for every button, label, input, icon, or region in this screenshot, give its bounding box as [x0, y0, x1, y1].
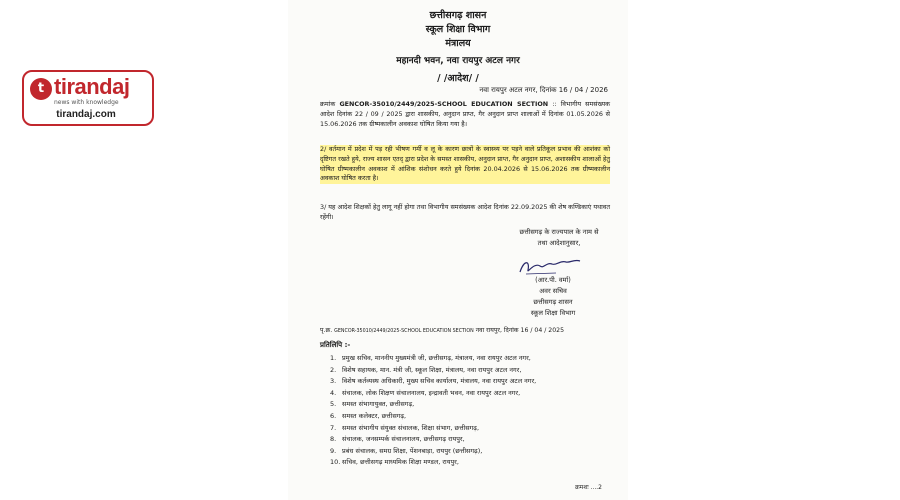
copy-item: 1. प्रमुख सचिव, माननीय मुख्यमंत्री जी, छत्तीसगढ़, मंत्रालय, नवा रायपुर अटल नगर,: [330, 354, 531, 362]
endorsement-reference: [320, 325, 620, 334]
order-document: [288, 0, 628, 500]
copy-item: 6. समस्त कलेक्टर, छत्तीसगढ़,: [330, 411, 407, 420]
copy-item: 10. सचिव, छत्तीसगढ़ माध्यमिक शिक्षा मण्डल, रायपुर,: [330, 458, 459, 467]
continued-marker: क्रमशः ....2: [575, 484, 602, 491]
copy-item: 2. विशेष सहायक, मान. मंत्री जी, स्कूल शिक्षा, मंत्रालय, नवा रायपुर अटल नगर,: [330, 365, 522, 374]
paragraph-2-number: 2/: [320, 145, 327, 153]
header-department: स्कूल शिक्षा विभाग: [425, 24, 491, 35]
signature-intro-line-1: छत्तीसगढ़ के राज्यपाल के नाम से: [519, 228, 599, 236]
order-number-label: क्रमांक: [320, 100, 336, 108]
header-address: महानदी भवन, नवा रायपुर अटल नगर: [396, 56, 520, 66]
signatory-block: [510, 275, 596, 319]
logo-brand-name: tirandaj: [54, 74, 130, 99]
endorsement-code: GENCOR-35010/2449/2025-SCHOOL EDUCATION SECTION: [334, 329, 474, 334]
paragraph-1: [320, 100, 610, 129]
copy-item: 5. समस्त संभागायुक्त, छत्तीसगढ़,: [330, 400, 415, 409]
endorsement-place-date: नवा रायपुर, दिनांक 16 / 04 / 2025: [475, 327, 565, 334]
copy-item: 8. संचालक, जनसम्पर्क संचालनालय, छत्तीसगढ़ रायपुर,: [330, 435, 465, 444]
header-ministry: मंत्रालय: [445, 38, 471, 49]
copy-item: 4. संचालक, लोक शिक्षण संचालनालय, इन्द्रावती भवन, नवा रायपुर अटल नगर,: [330, 388, 521, 397]
signatory-dept-line-2: स्कूल शिक्षा विभाग: [530, 309, 576, 317]
paragraph-1-text: :: विभागीय समसंख्यक आदेश दिनांक 22 / 09 / 2025 द्वारा शासकीय, अनुदान प्राप्त, गैर अनुदान प्राप्त शालाओं में दिनांक 01.05.2026 से 15.06.2026 तक ग्रीष्मकालीन अवकाश घोषित किया गया है।: [320, 100, 610, 128]
order-dateline: नवा रायपुर अटल नगर, दिनांक 16 / 04 / 2026: [479, 86, 608, 94]
paragraph-2: [320, 145, 610, 184]
tirandaj-logo: [22, 70, 154, 126]
signatory-name: (आर.पी. वर्मा): [535, 276, 571, 284]
paragraph-3: [320, 203, 610, 223]
copy-list: [330, 353, 536, 469]
header-government: छत्तीसगढ़ शासन: [429, 10, 487, 21]
order-code: GENCOR-35010/2449/2025-SCHOOL EDUCATION SECTION: [339, 100, 549, 108]
paragraph-2-text: वर्तमान में प्रदेश में पड़ रही भीषण गर्मी व लू के कारण छात्रों के स्वास्थ्य पर पड़ने वाले प्रतिकूल प्रभाव की आशंका को दृष्टिगत रखते हुये, राज्य शासन एतद् द्वारा प्रदेश के समस्त शासकीय, अनुदान प्राप्त, गैर अनुदान प्राप्त, अशासकीय शालाओं हेतु घोषित ग्रीष्मकालीन अवकाश में आंशिक संशोधन करते हुये दिनांक 20.04.2026 से 15.06.2026 तक ग्रीष्मकालीन अवकाश घोषित करता है।: [320, 145, 610, 183]
signatory-dept-line-1: छत्तीसगढ़ शासन: [533, 298, 573, 306]
paragraph-3-number: 3/: [320, 203, 327, 211]
logo-emblem-icon: t: [30, 78, 52, 100]
copy-item: 7. समस्त संभागीय संयुक्त संचालक, शिक्षा संभाग, छत्तीसगढ़,: [330, 423, 480, 432]
logo-tagline: news with knowledge: [54, 99, 119, 106]
endorsement-prefix: पृ.क्र.: [320, 327, 333, 334]
paragraph-3-text: यह आदेश शिक्षकों हेतु लागू नहीं होगा तथा विभागीय समसंख्यक आदेश दिनांक 22.09.2025 की शेष कण्डिकाएं यथावत रहेंगी।: [320, 203, 610, 221]
signature-intro-line-2: तथा आदेशानुसार,: [537, 239, 581, 247]
copy-item: 3. विशेष कर्तव्यस्थ अधिकारी, मुख्य सचिव कार्यालय, मंत्रालय, नवा रायपुर अटल नगर,: [330, 377, 537, 386]
copy-to-heading: प्रतिलिपि :-: [320, 341, 351, 349]
logo-website: tirandaj.com: [56, 109, 116, 120]
signatory-designation: अवर सचिव: [539, 287, 567, 295]
order-title: / /आदेश/ /: [437, 73, 479, 84]
signature-intro: [504, 227, 614, 249]
copy-item: 9. प्रबंध संचालक, समग्र शिक्षा, पेंशनबाड़ा, रायपुर (छत्तीसगढ़),: [330, 446, 483, 455]
